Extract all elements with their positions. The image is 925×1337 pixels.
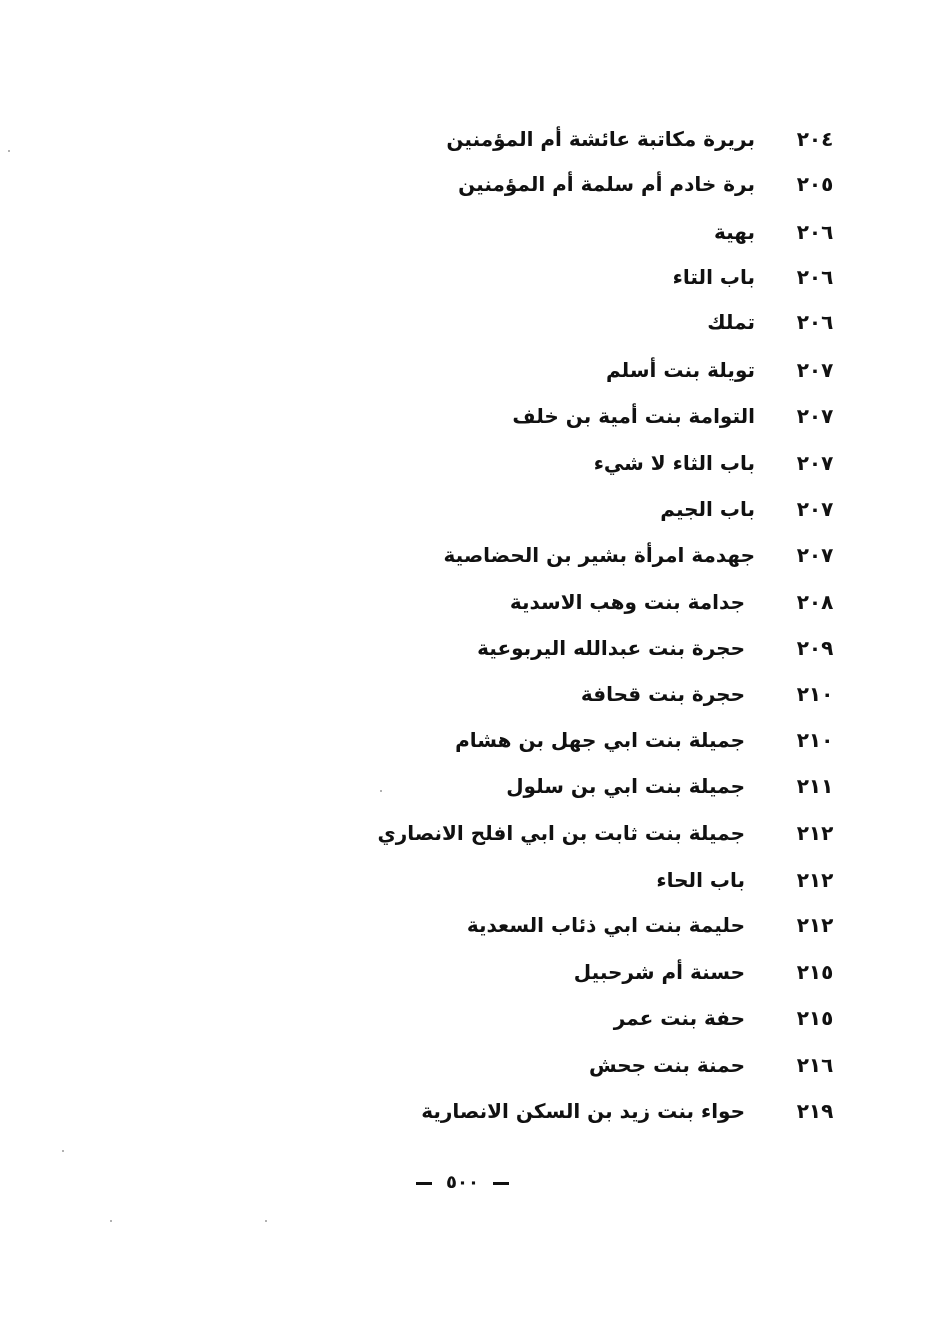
entry-page-number: ٢٠٩ — [796, 636, 834, 660]
entry-title: باب الحاء — [656, 868, 745, 892]
toc-entry — [280, 722, 840, 762]
entry-page-number: ٢٠٧ — [796, 358, 834, 382]
entry-page-number: ٢٠٤ — [796, 127, 834, 151]
entry-title: حسنة أم شرحبيل — [573, 960, 745, 984]
entry-page-number: ٢١١ — [796, 774, 834, 798]
entry-page-number: ٢٠٥ — [796, 172, 834, 196]
footer-dash-right — [416, 1182, 432, 1185]
entry-page-number: ٢٠٧ — [796, 451, 834, 475]
scan-speck — [265, 1220, 267, 1222]
entry-title: جميلة بنت ابي جهل بن هشام — [455, 728, 745, 752]
entry-title: حفة بنت عمر — [613, 1006, 745, 1030]
toc-entry — [280, 166, 840, 206]
toc-entry — [280, 630, 840, 670]
toc-entry — [280, 491, 840, 531]
entry-page-number: ٢٠٨ — [796, 590, 834, 614]
entry-page-number: ٢١٥ — [796, 960, 834, 984]
toc-entry — [280, 398, 840, 438]
entry-title: حجرة بنت عبدالله اليربوعية — [477, 636, 745, 660]
entry-title: جميلة بنت ثابت بن ابي افلح الانصاري — [377, 821, 745, 845]
entry-page-number: ٢١٢ — [796, 913, 834, 937]
toc-entry — [280, 214, 840, 254]
entry-title: جدامة بنت وهب الاسدية — [509, 590, 745, 614]
entry-title: حليمة بنت ابي ذئاب السعدية — [466, 913, 745, 937]
entry-title: باب الجيم — [660, 497, 755, 521]
entry-title: بريرة مكاتبة عائشة أم المؤمنين — [446, 127, 755, 151]
toc-entry — [280, 954, 840, 994]
entry-page-number: ٢٠٧ — [796, 543, 834, 567]
toc-entry — [280, 445, 840, 485]
toc-entry — [280, 352, 840, 392]
entry-title: جميلة بنت ابي بن سلول — [506, 774, 745, 798]
entry-page-number: ٢١٢ — [796, 868, 834, 892]
toc-entry — [280, 1093, 840, 1133]
scan-speck — [8, 150, 10, 152]
entry-page-number: ٢١٠ — [796, 728, 834, 752]
entry-title: بهية — [713, 220, 755, 244]
entry-title: برة خادم أم سلمة أم المؤمنين — [458, 172, 755, 196]
entry-page-number: ٢١٠ — [796, 682, 834, 706]
toc-entry — [280, 862, 840, 902]
entry-page-number: ٢٠٦ — [796, 265, 834, 289]
entry-title: جهدمة امرأة بشير بن الحضاصية — [443, 543, 755, 567]
entry-title: تويلة بنت أسلم — [606, 358, 755, 382]
toc-entry — [280, 768, 840, 808]
entry-page-number: ٢٠٧ — [796, 497, 834, 521]
entry-page-number: ٢٠٧ — [796, 404, 834, 428]
entry-page-number: ٢١٥ — [796, 1006, 834, 1030]
entry-title: حجرة بنت قحافة — [580, 682, 745, 706]
footer-page-number: ٥٠٠ — [446, 1172, 479, 1193]
toc-entry — [280, 304, 840, 344]
toc-entry — [280, 537, 840, 577]
entry-title: التوامة بنت أمية بن خلف — [512, 404, 755, 428]
page-footer — [0, 1172, 925, 1193]
entry-title: تملك — [707, 310, 755, 334]
toc-entry — [280, 259, 840, 299]
toc-entry — [280, 907, 840, 947]
toc-entry — [280, 1000, 840, 1040]
entry-title: حواء بنت زيد بن السكن الانصارية — [421, 1099, 745, 1123]
entry-page-number: ٢٠٦ — [796, 310, 834, 334]
toc-entry — [280, 1047, 840, 1087]
entry-page-number: ٢١٢ — [796, 821, 834, 845]
toc-entry — [280, 584, 840, 624]
toc-entry — [280, 121, 840, 161]
entry-title: باب التاء — [672, 265, 755, 289]
entry-title: حمنة بنت جحش — [589, 1053, 745, 1077]
toc-entry — [280, 676, 840, 716]
footer-dash-left — [493, 1182, 509, 1185]
entry-page-number: ٢٠٦ — [796, 220, 834, 244]
scan-speck — [110, 1220, 112, 1222]
entry-page-number: ٢١٩ — [796, 1099, 834, 1123]
entry-page-number: ٢١٦ — [796, 1053, 834, 1077]
scan-speck — [380, 790, 382, 792]
scan-speck — [62, 1150, 64, 1152]
toc-entry — [280, 815, 840, 855]
entry-title: باب الثاء لا شيء — [593, 451, 755, 475]
